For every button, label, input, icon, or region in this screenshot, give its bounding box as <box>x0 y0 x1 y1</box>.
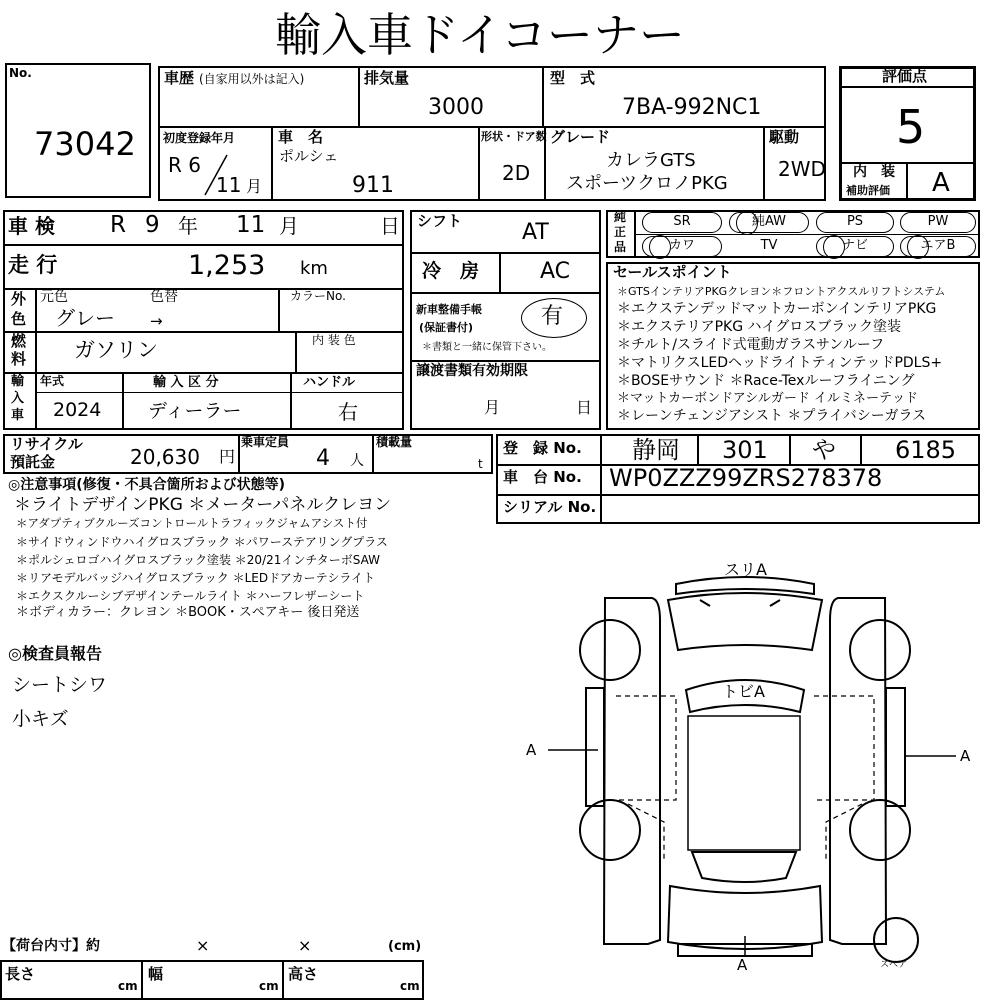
doors-value: 2D <box>502 161 531 185</box>
lot-label: No. <box>9 66 32 80</box>
body-right-outer <box>830 598 886 944</box>
score-label: 評価点 <box>882 67 928 85</box>
recycle-label-2: 預託金 <box>10 453 56 471</box>
recycle-unit: 円 <box>219 447 236 466</box>
interior-score-label: 内 装 <box>853 164 895 180</box>
import-side-label-2: 入 <box>11 391 25 406</box>
inspection-year: 9 <box>145 212 160 238</box>
fuel-value: ガソリン <box>74 338 158 362</box>
diagram-left-mark: A <box>526 741 537 759</box>
color-side-label-1: 外 <box>11 290 27 308</box>
first-reg-era: R 6 <box>168 153 201 177</box>
notes-line: ＊アダプティブクルーズコントロールトラフィックジャムアシスト付 <box>16 516 368 530</box>
import-type-label: 輸 入 区 分 <box>153 375 219 390</box>
sales-point-line: ＊エクステンデッドマットカーボンインテリアPKG <box>617 301 937 317</box>
orig-color-label: 元色 <box>40 289 68 305</box>
chassis-value: WP0ZZZ99ZRS278378 <box>609 464 883 492</box>
inspection-day-unit: 日 <box>380 214 400 238</box>
color-value: グレー <box>55 306 115 330</box>
notes-line: ＊サイドウィンドウハイグロスブラック ＊パワーステアリングプラス <box>16 535 388 549</box>
notes-label: ◎注意事項(修復・不具合箇所および状態等) <box>8 477 286 493</box>
equipment-pw: PW <box>900 212 976 233</box>
transfer-day-unit: 日 <box>576 398 593 417</box>
registration-kana: や <box>812 436 836 464</box>
diagram-roof-mark: トビA <box>722 682 765 701</box>
equipment-airbag: エアB <box>900 236 976 257</box>
maintenance-note: ＊書類と一緒に保管下さい。 <box>422 342 552 353</box>
mileage-unit: km <box>300 258 328 279</box>
mileage-value: 1,253 <box>188 250 266 281</box>
maintenance-label-1: 新車整備手帳 <box>416 303 482 316</box>
history-label: 車歴 <box>164 69 195 87</box>
score-value: 5 <box>896 100 926 154</box>
rear-window <box>692 852 796 882</box>
inspection-label: 車 検 <box>8 214 55 238</box>
grade-line2: スポーツクロノPKG <box>566 173 728 194</box>
notes-line: ＊エクスクルーシブデザインテールライト ＊ハーフレザーシート <box>16 589 365 603</box>
diagram-spare-label: スペア <box>880 960 908 970</box>
first-reg-label: 初度登録年月 <box>163 131 236 145</box>
cargo-height-label: 高さ <box>288 965 319 983</box>
cargo-width-label: 幅 <box>148 965 164 983</box>
interior-score-sub: 補助評価 <box>846 184 890 197</box>
color-change-label: 色替 <box>150 289 178 305</box>
capacity-value: 4 <box>316 446 330 471</box>
cargo-width-unit: cm <box>259 979 279 993</box>
maintenance-value: 有 <box>541 304 564 329</box>
sales-point-line: ＊マットカーボンドアシルガード イルミネーテッド <box>617 391 918 406</box>
cargo-times-1: × <box>196 936 210 955</box>
equipment-alloy-wheels: 純AW <box>729 212 809 233</box>
inspector-label: ◎検査員報告 <box>8 644 102 663</box>
equipment-side-label-3: 品 <box>614 240 627 254</box>
inspector-line: 小キズ <box>12 708 69 730</box>
notes-line: ＊ボディカラー：クレヨン ＊BOOK・スペアキー 後日発送 <box>16 605 360 620</box>
diagram-rear-mark: A <box>737 956 748 974</box>
side-panel-right <box>886 688 905 806</box>
wheel-rear-left <box>580 800 640 860</box>
sales-point-line: ＊GTSインテリアPKGクレヨン＊フロントアクスルリフトシステム <box>617 285 946 298</box>
first-reg-month: 11 <box>216 173 242 197</box>
shift-label: シフト <box>417 212 463 230</box>
displacement-value: 3000 <box>428 95 484 120</box>
wheel-front-left <box>580 620 640 680</box>
history-note: (自家用以外は記入) <box>199 72 305 86</box>
equipment-leather: カワ <box>642 236 722 257</box>
load-unit: t <box>478 457 483 471</box>
aircon-value: AC <box>540 259 571 284</box>
interior-color-label: 内 装 色 <box>312 333 356 347</box>
model-label: 型 式 <box>550 69 596 87</box>
equipment-tv: TV <box>760 238 778 253</box>
wheel-front-right <box>850 620 910 680</box>
lot-number: 73042 <box>34 125 136 163</box>
registration-class: 301 <box>722 436 768 464</box>
inspection-year-unit: 年 <box>178 214 198 238</box>
interior-score-value: A <box>932 168 950 198</box>
hood-vents <box>700 600 780 606</box>
import-type-value: ディーラー <box>148 400 242 422</box>
car-name-label: 車 名 <box>278 128 324 146</box>
notes-line: ＊ライトデザインPKG ＊メーターパネルクレヨン <box>14 495 392 515</box>
front-bumper <box>676 577 814 594</box>
model-value: 7BA-992NC1 <box>622 95 762 120</box>
color-code-label: カラーNo. <box>290 289 346 303</box>
fuel-side-label-1: 燃 <box>11 332 27 350</box>
cargo-grid <box>0 960 424 1000</box>
model-year-value: 2024 <box>53 399 102 421</box>
doors-label: 形状・ドア数 <box>481 130 547 143</box>
import-side-label-1: 輸 <box>11 374 25 389</box>
inspection-month: 11 <box>236 212 266 238</box>
handle-label: ハンドル <box>303 375 356 390</box>
registration-region: 静岡 <box>632 436 680 464</box>
serial-label: シリアル No. <box>503 498 597 516</box>
chassis-label: 車 台 No. <box>503 468 582 486</box>
notes-line: ＊ポルシェロゴハイグロスブラック塗装 ＊20/21インチターボSAW <box>16 553 381 567</box>
cargo-length-label: 長さ <box>5 965 36 983</box>
sales-point-line: ＊BOSEサウンド ＊Race-Texルーフライニング <box>617 373 915 389</box>
equipment-navi: ナビ <box>816 236 894 257</box>
hood <box>668 593 822 650</box>
roof <box>688 716 800 850</box>
cargo-times-2: × <box>298 936 312 955</box>
grade-line1: カレラGTS <box>606 150 696 171</box>
transfer-label: 譲渡書類有効期限 <box>416 363 528 379</box>
equipment-side-label-1: 純 <box>614 210 627 224</box>
shift-value: AT <box>522 220 549 245</box>
registration-number: 6185 <box>895 436 957 464</box>
color-arrow: → <box>150 312 163 330</box>
drive-value: 2WD <box>778 157 826 181</box>
recycle-label-1: リサイクル <box>10 435 83 453</box>
cargo-length-unit: cm <box>118 979 138 993</box>
notes-line: ＊リアモデルバッジハイグロスブラック ＊LEDドアカーテシライト <box>16 571 376 585</box>
page-title: 輸入車ドイコーナー <box>275 8 685 62</box>
sales-point-line: ＊エクステリアPKG ハイグロスブラック塗装 <box>617 319 901 335</box>
cargo-label: 【荷台内寸】約 <box>2 938 100 954</box>
car-name-value: 911 <box>352 173 394 198</box>
load-label: 積載量 <box>376 435 413 449</box>
recycle-value: 20,630 <box>130 445 200 469</box>
aircon-label: 冷 房 <box>422 260 480 282</box>
first-reg-month-unit: 月 <box>246 177 263 196</box>
import-side-label-3: 車 <box>11 408 25 423</box>
grade-label: グレード <box>550 128 611 146</box>
equipment-ps: PS <box>816 212 894 233</box>
inspection-era: R <box>110 212 126 238</box>
handle-value: 右 <box>338 400 358 424</box>
equipment-sr: SR <box>642 212 722 233</box>
mileage-label: 走 行 <box>8 253 58 277</box>
sales-point-line: ＊レーンチェンジアシスト ＊プライバシーガラス <box>617 408 927 424</box>
color-side-label-2: 色 <box>11 310 27 328</box>
registration-label: 登 録 No. <box>503 439 582 457</box>
model-year-label: 年式 <box>40 374 65 388</box>
cargo-height-unit: cm <box>400 979 420 993</box>
wheel-rear-right <box>850 800 910 860</box>
fuel-side-label-2: 料 <box>11 350 27 368</box>
cargo-unit: (cm) <box>388 939 422 954</box>
inspection-month-unit: 月 <box>279 214 299 238</box>
door-outlines <box>616 696 874 800</box>
side-panel-left <box>586 688 604 806</box>
car-maker: ポルシェ <box>279 147 339 165</box>
displacement-label: 排気量 <box>364 69 410 87</box>
maintenance-label-2: (保証書付) <box>419 321 474 334</box>
capacity-label: 乗車定員 <box>241 435 290 449</box>
sales-points-label: セールスポイント <box>613 263 732 281</box>
equipment-side-label-2: 正 <box>614 225 627 239</box>
sales-point-line: ＊チルト/スライド式電動ガラスサンルーフ <box>617 337 885 353</box>
car-diagram <box>500 560 990 990</box>
body-left-outer <box>604 598 660 944</box>
inspector-line: シートシワ <box>12 674 108 696</box>
capacity-unit: 人 <box>350 453 364 469</box>
diagram-front-mark: スリA <box>724 560 767 579</box>
transfer-month-unit: 月 <box>484 398 501 417</box>
drive-label: 駆動 <box>769 128 800 146</box>
spare-tire <box>874 918 918 962</box>
sales-point-line: ＊マトリクスLEDヘッドライトティンテッドPDLS+ <box>617 355 943 371</box>
diagram-right-mark: A <box>960 747 971 765</box>
